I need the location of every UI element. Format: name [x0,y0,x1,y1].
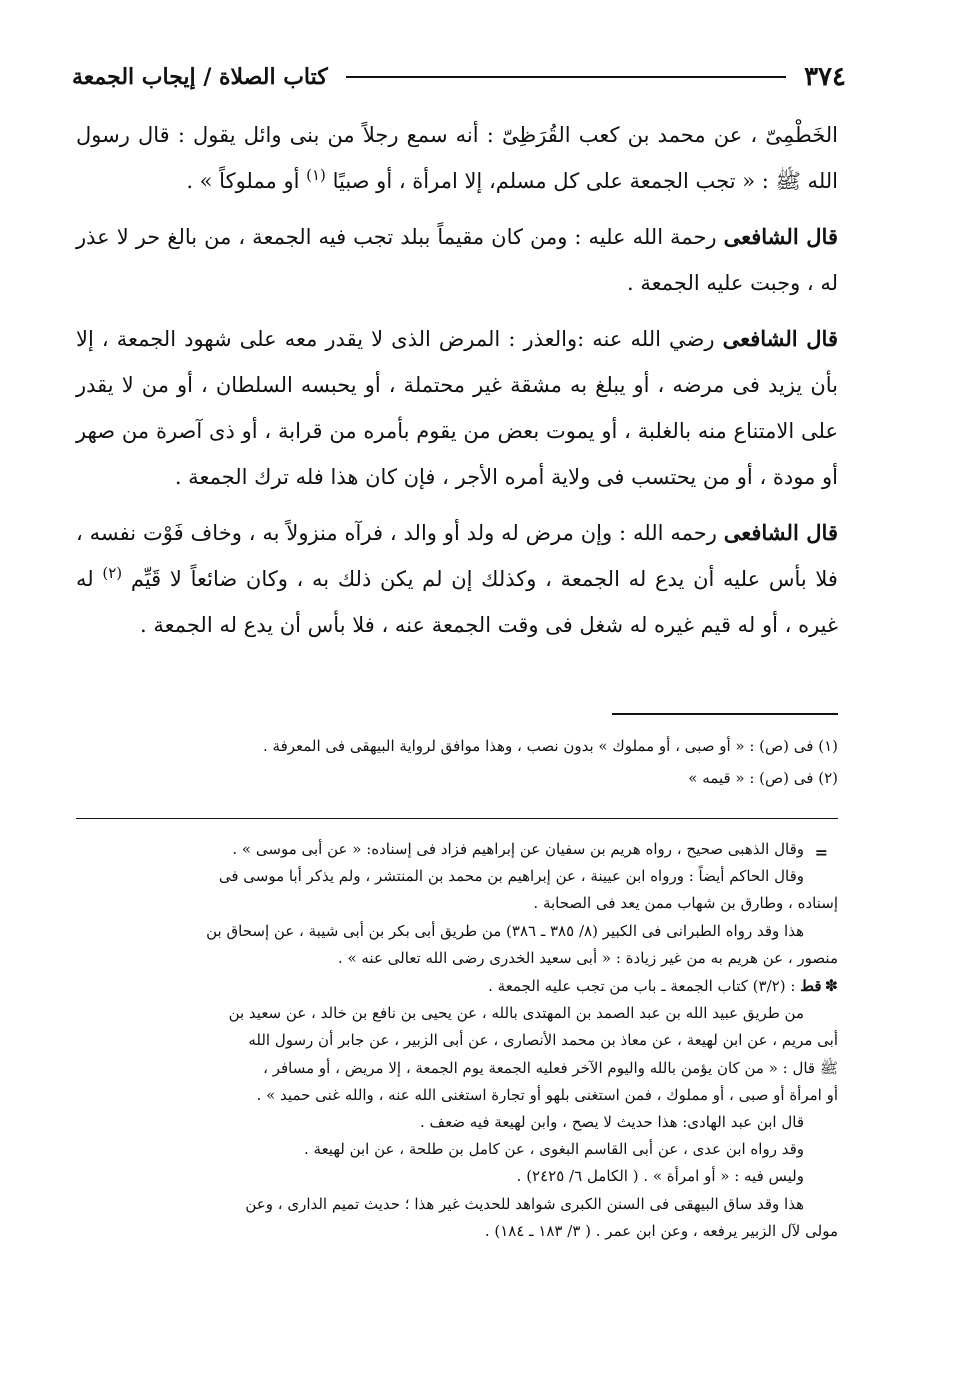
footnotes [76,730,838,794]
note-line: منصور ، عن هريم به من غير زيادة : « أبى سعيد الخدرى رضى الله تعالى عنه » . [337,948,838,967]
paragraph-text: رضي الله عنه :والعذر : المرض الذى لا يقدر معه على شهود الجمعة ، إلا بأن يزيد فى مرضه ، أو يبلغ به مشقة غير محتملة ، أو يحبسه السلطان ، أو من لا يقدر على الامتناع منه بالغلبة ، أو يموت بعض من يقوم بأمره من قرابة ، أو ذى آصرة من صهر أو مودة ، أو من يحتسب فى ولاية أمره الأجر ، فإن كان هذا فله ترك الجمعة . [76,327,838,489]
speaker-label: قال الشافعى [723,520,838,545]
page-header [72,60,846,94]
source-tag: قط [800,977,822,996]
note-line: ﷺ قال : « من كان يؤمن بالله واليوم الآخر فعليه الجمعة يوم الجمعة ، إلا مريض ، أو مسافر ، [263,1058,838,1077]
footnote-ref: (٢) [102,564,123,582]
continuation-marker: = [814,843,828,862]
note-text: : (٣/٢) كتاب الجمعة ـ باب من تجب عليه الجمعة . [488,977,796,996]
notes-separator [76,818,838,819]
note-line: أو امرأة أو صبى ، أو مملوك ، فمن استغنى بلهو أو تجارة استغنى الله عنه ، والله غنى حميد » . [256,1085,838,1104]
takhrij-notes [70,836,838,1245]
note-line: وقال الذهبى صحيح ، رواه هريم بن سفيان عن إبراهيم فزاد فى إسناده: « عن أبى موسى » . [232,840,804,858]
speaker-label: قال الشافعى [722,326,838,351]
note-line: هذا وقد ساق البيهقى فى السنن الكبرى شواهد للحديث غير هذا ؛ حديث تميم الدارى ، وعن [245,1194,804,1213]
footnote-separator [612,713,838,715]
asterisk-icon: ✽ [824,976,838,996]
paragraph-text: له غيره ، أو له قيم غيره له شغل فى وقت الجمعة عنه ، فلا بأس أن يدع له الجمعة . [76,567,838,637]
paragraph-text: رحمة الله عليه : ومن كان مقيماً ببلد تجب فيه الجمعة ، من بالغ حر لا عذر له ، وجبت عليه الجمعة . [76,225,838,295]
note-line: قال ابن عبد الهادى: هذا حديث لا يصح ، وابن لهيعة فيه ضعف . [420,1113,804,1132]
footnote-ref: (١) [306,166,326,184]
paragraph-text: الخَطْمِىّ ، عن محمد بن كعب القُرَظِىّ : أنه سمع رجلاً من بنى وائل يقول : قال رسول الله ﷺ : « تجب الجمعة على كل مسلم، إلا امرأة ، أو صبيًا [76,123,838,193]
header-rule [346,76,786,78]
paragraph [76,316,838,500]
note-line: وليس فيه : « أو امرأة » . ( الكامل ٦/ ٢٤٢٥) . [516,1167,804,1186]
note-line: من طريق عبيد الله بن عبد الصمد بن المهتدى بالله ، عن يحيى بن نافع بن خالد ، عن سعيد بن [228,1004,804,1023]
paragraph [76,510,838,648]
footnote: (٢) فى (ص) : « قيمه » [688,769,838,787]
main-text [76,112,838,658]
running-title: كتاب الصلاة / إيجاب الجمعة [72,64,328,90]
note-line: مولى لآل الزبير يرفعه ، وعن ابن عمر . ( ٣/ ١٨٣ ـ ١٨٤) . [484,1221,838,1240]
paragraph [76,214,838,306]
note-line: وقال الحاكم أيضاً : ورواه ابن عيينة ، عن إبراهيم بن محمد بن المنتشر ، ولم يذكر أبا موسى فى [218,867,804,886]
note-line: أبى مريم ، عن ابن لهيعة ، عن معاذ بن محمد الأنصارى ، عن أبى الزبير ، عن جابر أن رسول الله [248,1031,838,1050]
paragraph [76,112,838,204]
paragraph-text: أو مملوكاً » . [186,169,300,193]
speaker-label: قال الشافعى [723,224,838,249]
page-number: ٣٧٤ [804,62,846,92]
note-line [70,972,838,1000]
footnote: (١) فى (ص) : « أو صبى ، أو مملوك » بدون نصب ، وهذا موافق لرواية البيهقى فى المعرفة . [262,737,838,755]
note-line: هذا وقد رواه الطبرانى فى الكبير (٨/ ٣٨٥ ـ ٣٨٦) من طريق أبى بكر بن أبى شيبة ، عن إسحاق بن [206,921,804,940]
note-line: إسناده ، وطارق بن شهاب ممن يعد فى الصحابة . [533,894,838,913]
note-line: وقد رواه ابن عدى ، عن أبى القاسم البغوى ، عن كامل بن طلحة ، عن ابن لهيعة . [303,1140,804,1159]
paragraph-text: رحمه الله : وإن مرض له ولد أو والد ، فرآه منزولاً به ، وخاف فَوْت نفسه ، فلا بأس عليه أن يدع له الجمعة ، وكذلك إن لم يكن ذلك به ، وكان ضائعاً لا قَيِّم [76,521,838,591]
